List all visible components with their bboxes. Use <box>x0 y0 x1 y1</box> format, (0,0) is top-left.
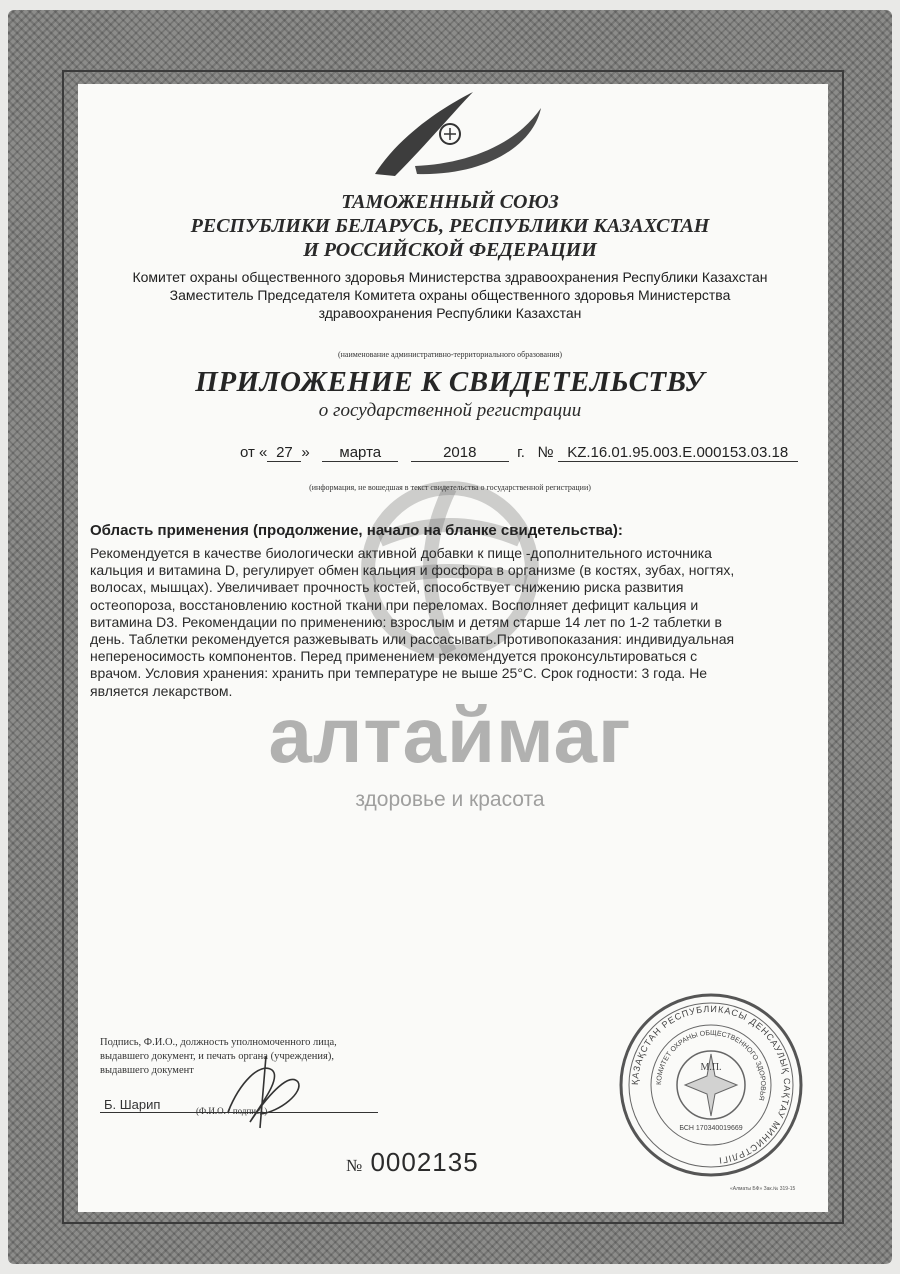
registration-year: 2018 <box>411 444 509 462</box>
brand-watermark: алтаймаг <box>268 691 632 779</box>
serial-value: 0002135 <box>370 1147 479 1177</box>
serial-no-label: № <box>346 1156 363 1175</box>
registration-row <box>240 444 798 462</box>
registration-number: KZ.16.01.95.003.Е.000153.03.18 <box>558 444 798 462</box>
official-seal-icon <box>616 990 806 1180</box>
scope-line: остеопороза, восстановлению костной ткани при переломах. Восполняет дефицит кальция и <box>90 596 699 613</box>
seal-bin: БСН 170340019669 <box>679 1125 743 1132</box>
signer-name: Б. Шарип <box>104 1097 161 1112</box>
union-line-2: РЕСПУБЛИКИ БЕЛАРУСЬ, РЕСПУБЛИКИ КАЗАХСТАН <box>190 215 710 237</box>
customs-union-emblem-icon <box>355 86 545 181</box>
scope-line: врачом. Условия хранения: хранить при температуре не выше 25°С. Срок годности: 3 года. Не <box>90 665 708 682</box>
scope-line: волосах, мышцах). Увеличивает прочность костей, способствует снижению риска развития <box>90 579 684 596</box>
fio-label: (Ф.И.О. / подпись) <box>196 1106 268 1116</box>
number-label: № <box>537 444 554 461</box>
from-label: от « <box>240 444 268 461</box>
scope-line: является лекарством. <box>90 682 233 699</box>
committee-line-3: здравоохранения Республики Казахстан <box>318 305 582 321</box>
seal-inner-text: КОМИТЕТ ОХРАНЫ ОБЩЕСТВЕННОГО ЗДОРОВЬЯ <box>655 1029 767 1102</box>
serial-number <box>346 1147 479 1178</box>
seal-mp: М.П. <box>700 1062 722 1073</box>
document-title: ПРИЛОЖЕНИЕ К СВИДЕТЕЛЬСТВУ <box>195 366 705 398</box>
scope-line: непереносимость компонентов. Перед применением рекомендуется проконсультироваться с <box>90 648 698 665</box>
day-close: » <box>301 444 310 461</box>
seal-outer-text: ҚАЗАҚСТАН РЕСПУБЛИКАСЫ ДЕНСАУЛЫҚ САҚТАУ МИНИСТРЛІГІ <box>629 1003 793 1166</box>
year-suffix: г. <box>517 444 525 461</box>
union-line-3: И РОССИЙСКОЙ ФЕДЕРАЦИИ <box>303 239 597 261</box>
committee-line-1: Комитет охраны общественного здоровья Министерства здравоохранения Республики Казахстан <box>132 269 768 285</box>
committee-block <box>0 268 900 322</box>
handwritten-signature-icon <box>220 1052 310 1130</box>
admin-note: (наименование административно-территориального образования) <box>337 350 562 359</box>
committee-line-2: Заместитель Председателя Комитета охраны общественного здоровья Министерства <box>169 287 731 303</box>
registration-month: марта <box>322 444 398 462</box>
union-title <box>0 190 900 262</box>
document-subtitle: о государственной регистрации <box>318 400 582 421</box>
brand-tagline: здоровье и красота <box>355 788 545 811</box>
scope-heading: Область применения (продолжение, начало на бланке свидетельства): <box>90 522 623 539</box>
union-line-1: ТАМОЖЕННЫЙ СОЮЗ <box>341 191 559 213</box>
scope-line: Рекомендуется в качестве биологически активной добавки к пище -дополнительного источника <box>90 545 712 561</box>
scope-line: кальция и витамина D, регулирует обмен кальция и фосфора в организме (в костях, зубах, ногтях, <box>90 562 735 579</box>
printer-mark: «Алматы БФ» Зак.№ 319-15 <box>730 1186 796 1192</box>
signature-note-line: выдавшего документ <box>100 1065 194 1076</box>
scope-line: витамина D3. Рекомендации по применению: взрослым и детям старше 14 лет по 1-2 таблетки в <box>90 613 722 630</box>
scope-line: день. Таблетки рекомендуется разжевывать или рассасывать.Противопоказания: индивидуальная <box>90 631 735 648</box>
registration-day: 27 <box>267 444 301 462</box>
signature-note-line: выдавшего документ, и печать органа (учреждения), <box>100 1051 334 1062</box>
signature-note-line: Подпись, Ф.И.О., должность уполномоченного лица, <box>100 1037 337 1048</box>
info-note: (информация, не вошедшая в текст свидетельства о государственной регистрации) <box>309 483 591 492</box>
scope-body <box>90 545 828 700</box>
